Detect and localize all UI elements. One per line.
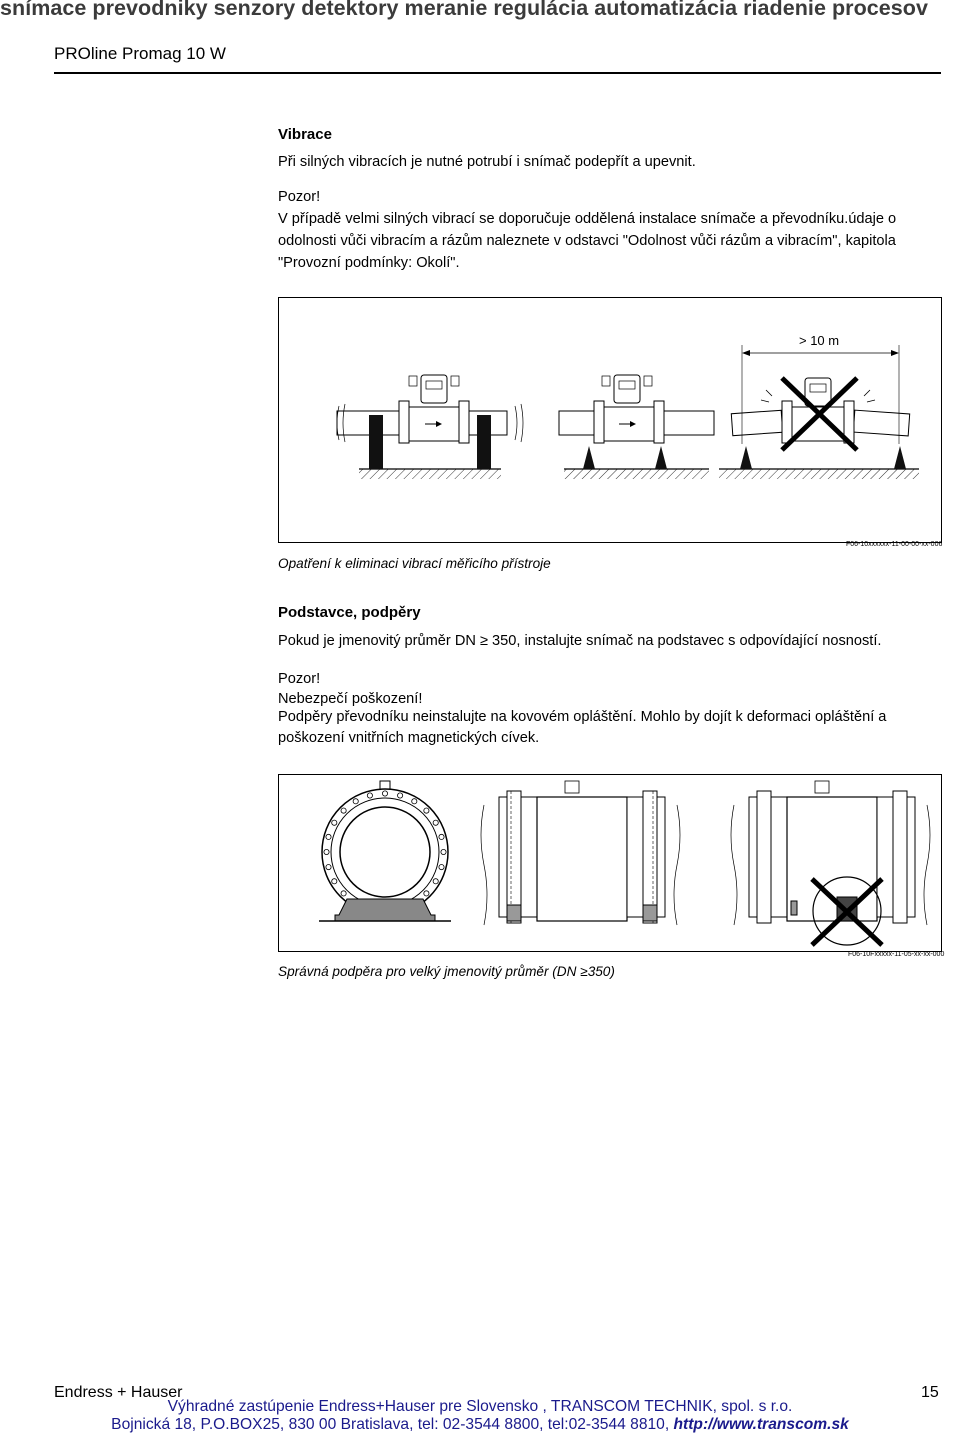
- bolt-hole: [341, 891, 346, 896]
- bolt-hole: [382, 791, 387, 796]
- bolt-hole: [424, 808, 429, 813]
- figure2-code: F06-10Fxxxxx-11-05-xx-xx-000: [848, 951, 945, 958]
- supports-text-suffix: 350, instalujte snímač na podstavec s odpovídající nosností.: [487, 633, 882, 649]
- bolt-hole: [353, 799, 358, 804]
- distance-label: > 10 m: [799, 333, 840, 348]
- sensor-side-view-incorrect: [731, 781, 930, 945]
- supports-caution-label: Pozor!: [278, 671, 321, 687]
- bolt-hole: [439, 834, 444, 839]
- supports-danger-label: Nebezpečí poškození!: [278, 691, 423, 707]
- vibrations-paragraph: Při silných vibracích je nutné potrubí i snímač podepřít a upevnit.: [278, 154, 696, 170]
- page-number: 15: [921, 1384, 939, 1401]
- footer-distributor-line: Výhradné zastúpenie Endress+Hauser pre Slovensko , TRANSCOM TECHNIK, spol. s r.o.: [167, 1398, 793, 1415]
- supports-text-prefix: Pokud je jmenovitý průměr DN: [278, 633, 480, 649]
- footer-address: Bojnická 18, P.O.BOX25, 830 00 Bratislava, tel: 02-3544 8800, tel:02-3544 8810,: [111, 1416, 674, 1433]
- figure2-caption: [278, 964, 615, 979]
- supports-warning-line-2: poškození vnitřních magnetických cívek.: [278, 730, 540, 746]
- document-title: PROline Promag 10 W: [54, 44, 226, 63]
- flange-front-view: [319, 781, 451, 921]
- bolt-hole: [324, 849, 329, 854]
- greater-equal-symbol: ≥: [479, 633, 488, 649]
- bolt-hole: [341, 808, 346, 813]
- bolt-hole: [332, 820, 337, 825]
- supports-paragraph: [278, 630, 881, 653]
- bolt-hole: [398, 793, 403, 798]
- bolt-hole: [367, 793, 372, 798]
- figure2-caption-prefix: Správná podpěra pro velký jmenovitý průměr (DN: [278, 964, 581, 979]
- bolt-hole: [433, 820, 438, 825]
- header-divider: [54, 72, 941, 74]
- figure1-caption: Opatření k eliminaci vibrací měřicího přístroje: [278, 556, 551, 571]
- flowmeter-with-solid-supports: [337, 375, 523, 469]
- bolt-hole: [433, 879, 438, 884]
- watermark-banner: snímace prevodniky senzory detektory meranie regulácia automatizácia riadenie procesov: [0, 0, 928, 20]
- bolt-hole: [326, 865, 331, 870]
- section-heading-supports: Podstavce, podpěry: [278, 604, 421, 621]
- bolt-hole: [326, 834, 331, 839]
- sensor-side-view-correct: [481, 781, 680, 925]
- flowmeter-with-point-supports: [559, 375, 714, 469]
- bolt-hole: [332, 879, 337, 884]
- footer-company: Endress + Hauser: [54, 1384, 183, 1401]
- vibrations-caution-label: Pozor!: [278, 189, 321, 205]
- bolt-hole: [424, 891, 429, 896]
- support-diagram: [279, 775, 941, 951]
- vibrations-caution-line-2: odolnosti vůči vibracím a rázům naleznete v odstavci "Odolnost vůči rázům a vibracím", kapitola: [278, 233, 896, 249]
- figure1-code: F06-10xxxxxx-11-00-00-xx-006: [846, 541, 943, 548]
- footer-url-link[interactable]: http://www.transcom.sk: [673, 1416, 849, 1433]
- bolt-hole: [412, 799, 417, 804]
- footer-address-line: [0, 1416, 960, 1434]
- support-figure: [278, 774, 942, 952]
- figure2-caption-suffix: 350): [587, 964, 615, 979]
- vibration-diagram: [279, 298, 941, 542]
- supports-warning-line-1: Podpěry převodníku neinstalujte na kovovém opláštění. Mohlo by dojít k deformaci opláštění a: [278, 709, 887, 725]
- bolt-hole: [439, 865, 444, 870]
- vibration-figure: [278, 297, 942, 543]
- figure2-greater-equal-symbol: ≥: [580, 964, 588, 979]
- flowmeter-unsupported-crossed: [731, 378, 909, 469]
- section-heading-vibrations: Vibrace: [278, 126, 332, 143]
- vibrations-caution-line-1: V případě velmi silných vibrací se doporučuje oddělená instalace snímače a převodníku.údaje o: [278, 211, 897, 227]
- bolt-hole: [441, 849, 446, 854]
- vibrations-caution-line-3: "Provozní podmínky: Okolí".: [278, 255, 460, 271]
